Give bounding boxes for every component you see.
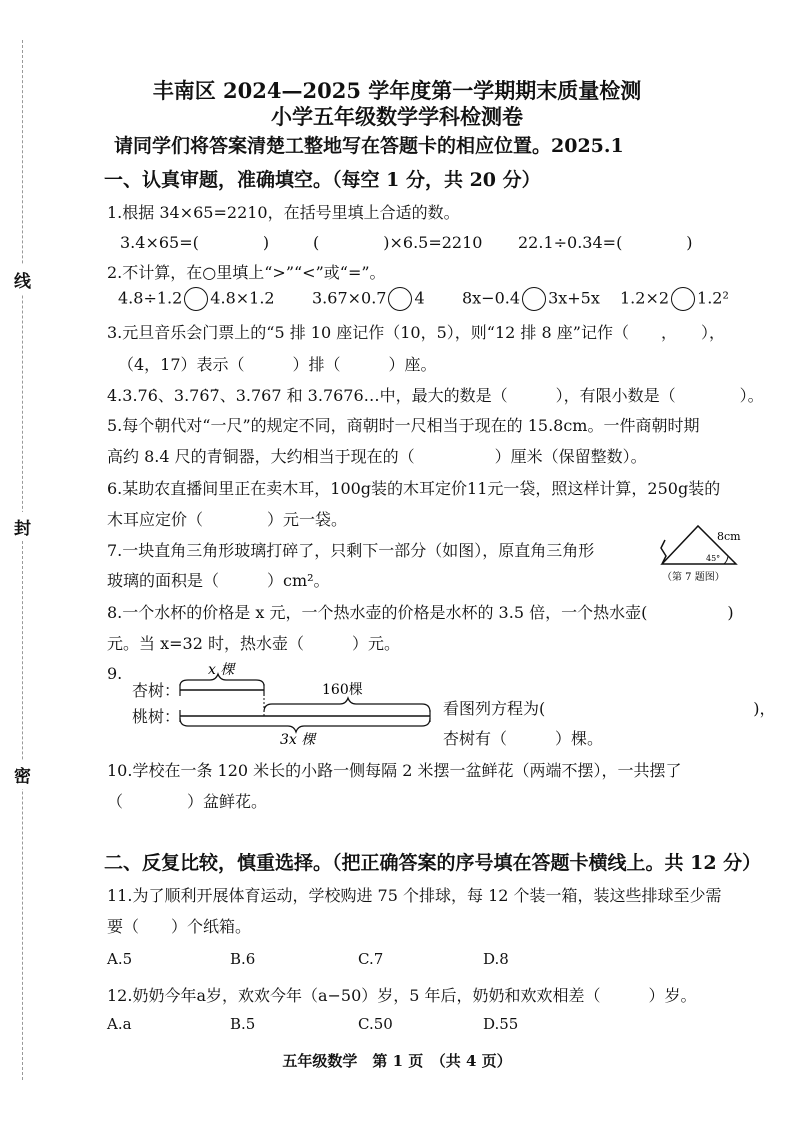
q12-option-b: B.5 [230, 1015, 256, 1033]
q2-item-2 [312, 287, 425, 311]
q2-text: 2.不计算，在○里填上“>”“<”或“=”。 [107, 263, 386, 282]
q2-item-1-left: 4.8÷1.2 [118, 288, 183, 308]
q9-apricot-label: 杏树： [132, 681, 181, 700]
q2-item-3 [462, 287, 600, 311]
margin-label-mi: 密 [14, 760, 31, 789]
q5-line2: 高约 8.4 尺的青铜器，大约相当于现在的（ ）厘米（保留整数）。 [107, 447, 647, 466]
q7-figure-caption: （第 7 题图） [662, 572, 725, 583]
q11-option-b: B.6 [230, 950, 256, 968]
q2-item-4-left: 1.2×2 [620, 288, 670, 308]
q9-160-brace [264, 698, 430, 712]
binding-line [22, 40, 23, 1080]
q7-line2: 玻璃的面积是（ ）cm²。 [107, 571, 330, 590]
q5-line1: 5.每个朝代对“一尺”的规定不同，商朝时一尺相当于现在的 15.8cm。一件商朝时期 [107, 416, 700, 435]
q6-line2: 木耳应定价（ ）元一袋。 [107, 510, 348, 529]
q9-160-label: 160棵 [322, 682, 363, 698]
q9-peach-label: 桃树： [132, 707, 181, 726]
q12-option-c: C.50 [358, 1015, 393, 1033]
exam-subtitle: 小学五年级数学学科检测卷 [271, 104, 523, 129]
q12-option-a: A.a [107, 1015, 132, 1033]
q11-line2: 要（ ）个纸箱。 [107, 917, 252, 936]
q9-3x-brace [180, 718, 430, 732]
q9-number: 9. [107, 664, 123, 683]
compare-circle [671, 287, 695, 311]
q7-line1: 7.一块直角三角形玻璃打碎了，只剩下一部分（如图），原直角三角形 [107, 541, 595, 560]
q3-line2: （4，17）表示（ ）排（ ）座。 [118, 355, 437, 374]
q10-line2: （ ）盆鲜花。 [107, 792, 268, 811]
q2-item-4-right: 1.2² [697, 288, 729, 308]
q12-option-d: D.55 [483, 1015, 519, 1033]
q9-x-label: x 棵 [208, 662, 235, 678]
q11-option-d: D.8 [483, 950, 509, 968]
margin-label-feng: 封 [14, 512, 31, 541]
q9-3x-label: 3x 棵 [280, 732, 316, 746]
q1b: ( )×6.5=2210 [313, 233, 483, 252]
q2-item-2-right: 4 [414, 288, 425, 308]
page-footer: 五年级数学 第 1 页 （共 4 页） [282, 1052, 512, 1070]
angle-arc [724, 556, 728, 564]
compare-circle [522, 287, 546, 311]
q1-text: 1.根据 34×65=2210，在括号里填上合适的数。 [107, 203, 460, 222]
exam-title: 丰南区 2024—2025 学年度第一学期期末质量检测 [152, 78, 642, 103]
q4-text: 4.3.76̇、3.76̇7̇、3.767 和 3.7676…中，最大的数是（ ），有限小数是（ ）。 [107, 386, 764, 405]
q6-line1: 6.某助农直播间里正在卖木耳，100g装的木耳定价11元一袋，照这样计算，250g装的 [107, 479, 721, 498]
margin-label-xian: 线 [14, 265, 31, 294]
q7-angle-label: 45° [706, 554, 721, 563]
section1-heading: 一、认真审题，准确填空。（每空 1 分，共 20 分） [104, 169, 541, 191]
q7-triangle-figure [650, 520, 760, 586]
compare-circle [184, 287, 208, 311]
q9-line-diagram [170, 656, 440, 746]
q8-line1: 8.一个水杯的价格是 x 元，一个热水壶的价格是水杯的 3.5 倍，一个热水壶( ) [107, 603, 734, 622]
q11-option-c: C.7 [358, 950, 384, 968]
q2-item-1 [118, 287, 275, 311]
q3-line1: 3.元旦音乐会门票上的“5 排 10 座记作（10，5），则“12 排 8 座”记作（ ， ）， [107, 323, 725, 342]
q9-answer: 杏树有（ ）棵。 [443, 729, 604, 748]
q2-item-1-right: 4.8×1.2 [210, 288, 275, 308]
compare-circle [388, 287, 412, 311]
section2-heading: 二、反复比较，慎重选择。（把正确答案的序号填在答题卡横线上。共 12 分） [104, 852, 762, 874]
q11-option-a: A.5 [107, 950, 133, 968]
q8-line2: 元。当 x=32 时，热水壶（ ）元。 [107, 634, 400, 653]
q2-item-3-left: 8x−0.4 [462, 288, 521, 308]
q1a: 3.4×65=( ) [120, 233, 270, 252]
q12-text: 12.奶奶今年a岁，欢欢今年（a−50）岁，5 年后，奶奶和欢欢相差（ ）岁。 [107, 986, 697, 1005]
q2-item-2-left: 3.67×0.7 [312, 288, 387, 308]
instruction: 请同学们将答案清楚工整地写在答题卡的相应位置。2025.1 [114, 135, 624, 157]
q11-line1: 11.为了顺利开展体育运动，学校购进 75 个排球，每 12 个装一箱，装这些排球至少需 [107, 886, 722, 905]
q2-item-4 [620, 287, 729, 311]
q2-item-3-right: 3x+5x [548, 288, 600, 308]
q10-line1: 10.学校在一条 120 米长的小路一侧每隔 2 米摆一盆鲜花（两端不摆），一共摆了 [107, 761, 682, 780]
q9-equation: 看图列方程为( )， [443, 699, 776, 718]
q1c: 22.1÷0.34=( ) [518, 233, 693, 252]
q7-side-label: 8cm [717, 530, 741, 543]
